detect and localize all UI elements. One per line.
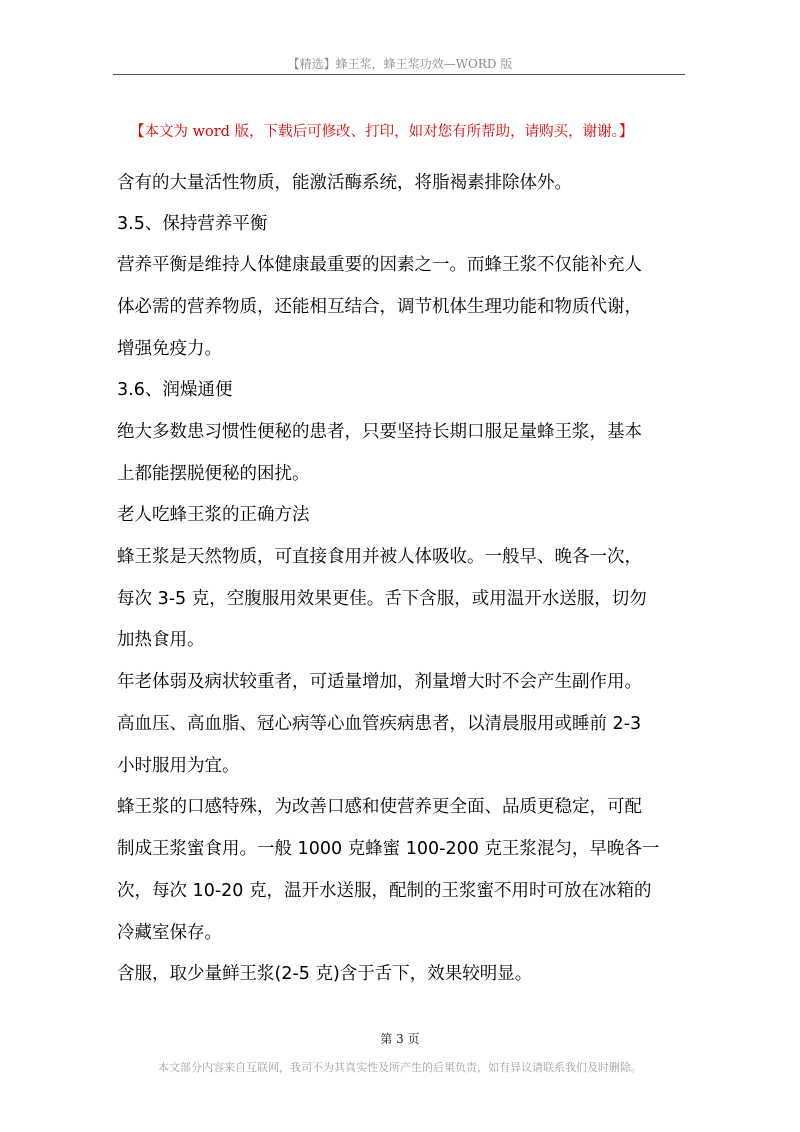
body-line: 体必需的营养物质，还能相互结合，调节机体生理功能和物质代谢，	[117, 297, 642, 317]
body-line: 加热食用。	[117, 630, 205, 650]
body-line: 冷藏室保存。	[117, 923, 222, 943]
body-line: 年老体弱及病状较重者，可适量增加，剂量增大时不会产生副作用。	[117, 672, 642, 692]
section-heading: 3.5、保持营养平衡	[117, 214, 268, 234]
page-number: 第 3 页	[380, 1032, 420, 1046]
body-line: 蜂王浆是天然物质，可直接食用并被人体吸收。一般早、晚各一次，	[117, 547, 642, 567]
footer-disclaimer: 本文部分内容来自互联网，我司不为其真实性及所产生的后果负责，如有异议请联系我们及时删除。	[158, 1061, 642, 1074]
body-line: 每次 3-5 克，空腹服用效果更佳。舌下含服，或用温开水送服，切勿	[117, 589, 647, 609]
body-line: 制成王浆蜜食用。一般 1000 克蜂蜜 100-200 克王浆混匀，早晚各一	[117, 839, 660, 859]
header-divider	[113, 74, 685, 75]
body-line: 含有的大量活性物质，能激活酶系统，将脂褐素排除体外。	[117, 173, 572, 193]
download-notice: 【本文为 word 版，下载后可修改、打印，如对您有所帮助，请购买，谢谢。】	[130, 124, 634, 140]
body-line: 高血压、高血脂、冠心病等心血管疾病患者，以清晨服用或睡前 2-3	[117, 714, 642, 734]
page-header-title: 【精选】蜂王浆，蜂王浆功效—WORD 版	[287, 57, 513, 71]
body-line: 含服，取少量鲜王浆(2-5 克)含于舌下，效果较明显。	[117, 964, 533, 984]
body-line: 小时服用为宜。	[117, 756, 240, 776]
body-line: 蜂王浆的口感特殊，为改善口感和使营养更全面、品质更稳定，可配	[117, 797, 642, 817]
body-line: 上都能摆脱便秘的困扰。	[117, 464, 310, 484]
body-line: 绝大多数患习惯性便秘的患者，只要坚持长期口服足量蜂王浆，基本	[117, 422, 642, 442]
section-heading: 老人吃蜂王浆的正确方法	[117, 505, 310, 525]
section-heading: 3.6、润燥通便	[117, 380, 233, 400]
body-line: 增强免疫力。	[117, 339, 222, 359]
body-line: 营养平衡是维持人体健康最重要的因素之一。而蜂王浆不仅能补充人	[117, 255, 642, 275]
body-line: 次，每次 10-20 克，温开水送服，配制的王浆蜜不用时可放在冰箱的	[117, 881, 652, 901]
